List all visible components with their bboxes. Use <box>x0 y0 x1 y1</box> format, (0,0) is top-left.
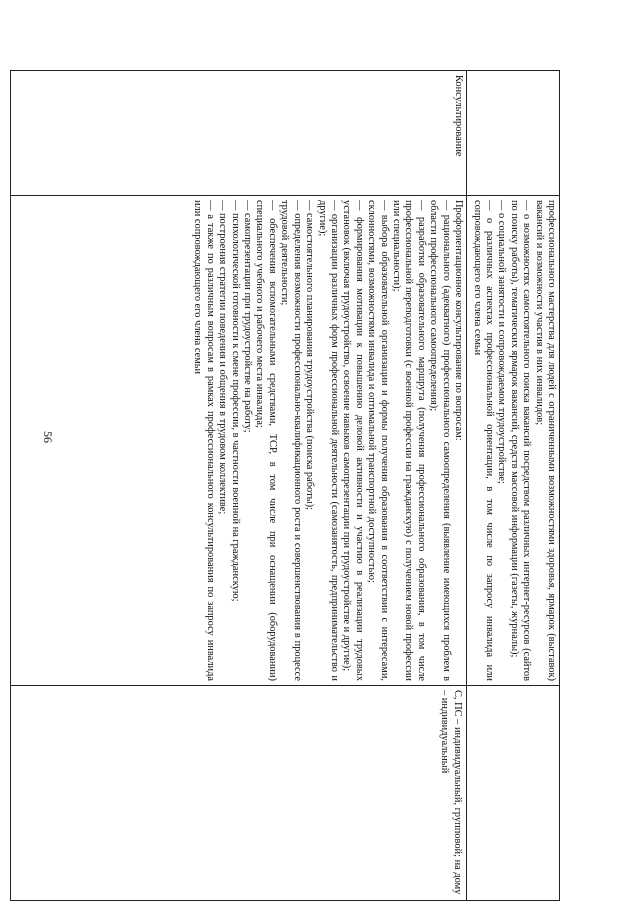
content-line: — выбора образовательной организации и формы получения образования в соответствии с интересами, склонностями, возможностями инвалида и оптимальной транспортной доступностью; <box>366 200 390 681</box>
service-types-cell <box>467 686 560 901</box>
table-row <box>467 71 560 901</box>
content-line: — формирования мотивации к повышению деловой активности и участию в реализации трудовых установок (включая трудоустройство, освоение навыков самопрезентации при трудоустройстве и другие); <box>341 200 365 681</box>
service-types-cell: С, ПС – индивидуальный, групповой; на дому – индивидуальный <box>11 686 467 901</box>
content-line: — о различных аспектах профессиональной ориентации, в том числе по запросу инвалида или сопровождающего его члена семьи <box>471 200 495 681</box>
row-label-cell: Консультирование <box>11 71 467 196</box>
content-line: — организации различных форм профессиональной деятельности (самозанятость, предпринимательство и другие); <box>316 200 340 681</box>
services-table <box>10 70 560 901</box>
content-line: — рационального (адекватного) профессионального самоопределения (выявление имеющихся проблем в области профессионального самоопределения); <box>428 200 452 681</box>
rotated-table <box>10 70 560 900</box>
content-line: — определения возможности профессионально-квалификационного роста и совершенствования в процессе трудовой деятельности; <box>279 200 303 681</box>
page-number: 56 <box>41 431 55 443</box>
row-label-cell <box>467 71 560 196</box>
content-line: — разработки образовательного маршрута (получения профессионального образования, в том числе профессиональной переподготовки (с военной профессии на гражданскую) с получением новой профессии или специальности); <box>390 200 427 681</box>
content-line: — самопрезентации при трудоустройстве на работу; <box>242 200 254 433</box>
content-line: — о возможностях самостоятельного поиска вакансий посредством различных интернет-ресурсов (сайтов по поиску работы), тематических ярмарок вакансий, средств массовой информации (газеты, журналы); <box>508 200 533 681</box>
content-line: — самостоятельного планирования трудоустройства (поиска работы); <box>304 200 316 510</box>
content-line: — построения стратегии поведения и общения в трудовом коллективе; <box>217 200 229 515</box>
content-line: — психологической готовности к смене профессии, в частности военной на гражданскую; <box>229 200 241 602</box>
content-line: — а также по различным вопросам в рамках профессионального консультирования по запросу инвалида или сопровождающего его члена семьи <box>192 200 216 681</box>
content-line: — обеспечения вспомогательными средствами, ТСР, в том числе при оснащении (оборудовании) специального учебного и рабочего места инвалида; <box>254 200 278 681</box>
table-row <box>11 71 467 901</box>
row-content-cell <box>467 196 560 686</box>
content-line: — о социальной занятости и сопровождаемом трудоустройстве; <box>496 200 508 484</box>
content-line: профессионального мастерства для людей с ограниченными возможностями здоровья, ярмарок (выставок) вакансий и возможности участия в них инвалидов; <box>533 200 557 681</box>
row-content-cell <box>11 196 467 686</box>
content-line: Профориентационное консультирование по вопросам: <box>453 200 464 441</box>
